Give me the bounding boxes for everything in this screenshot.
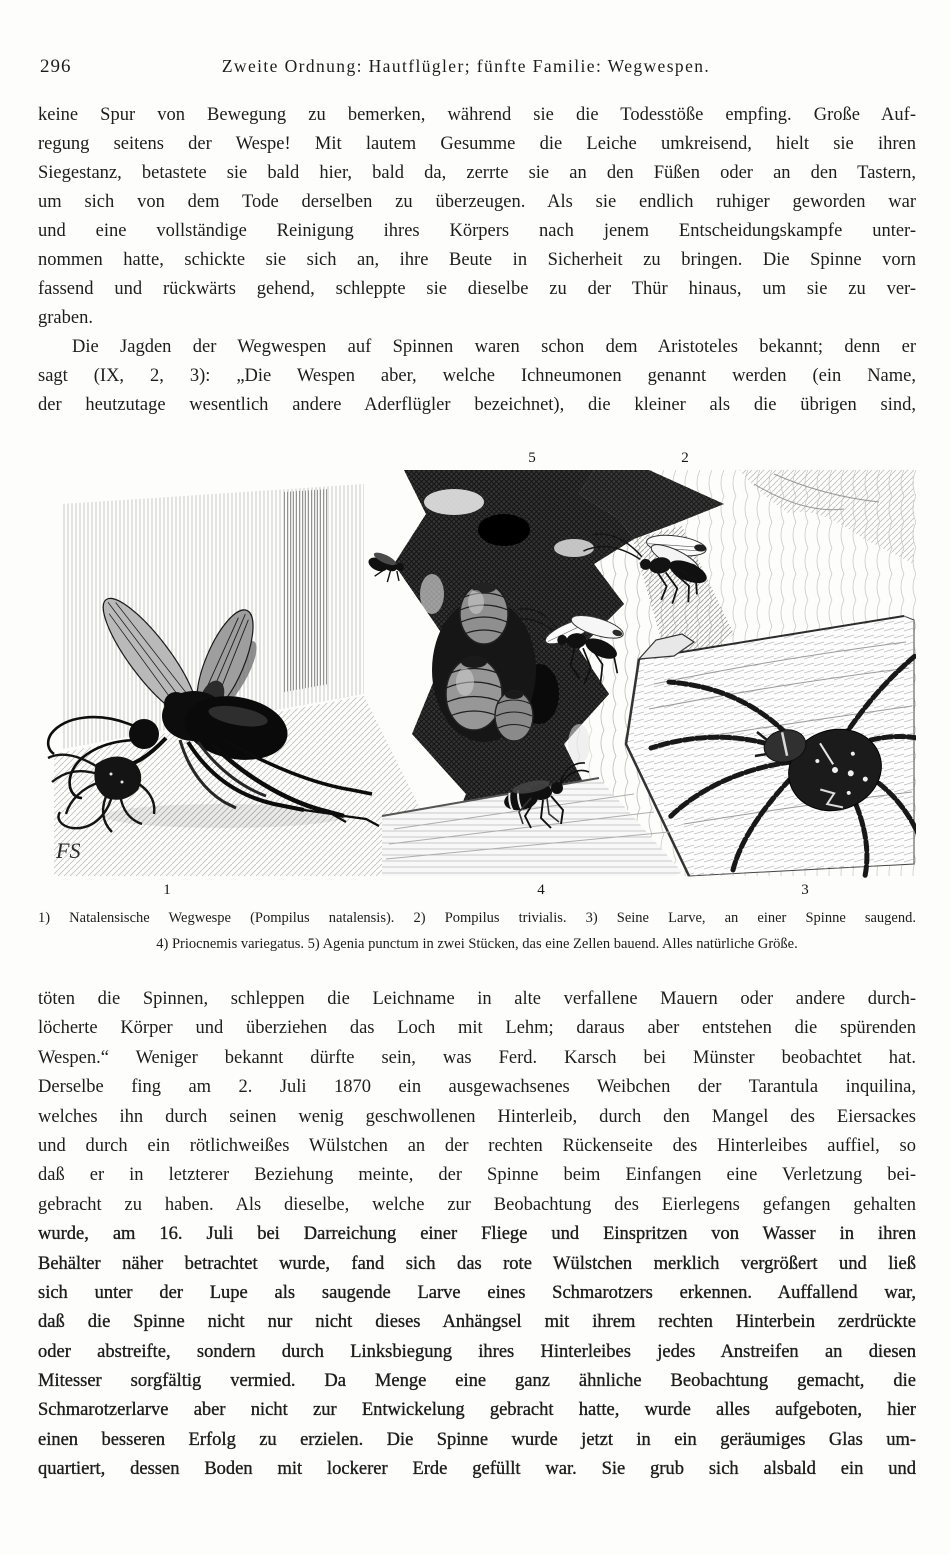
lower-text-block [38, 985, 916, 1485]
engraving-figure [34, 444, 916, 902]
page-number: 296 [40, 56, 72, 77]
text-line: Behälter näher betrachtet wurde, fand sich das rote Wülstchen merklich vergrößert und ließ [38, 1253, 916, 1274]
text-line: daß er in letzterer Beziehung meinte, der Spinne beim Einfangen eine Verletzung bei- [38, 1165, 916, 1186]
text-line: der heutzutage wesentlich andere Aderflügler bezeichnet), die kleiner als die übrigen sind, [38, 395, 916, 415]
artist-monogram: FS [56, 838, 81, 863]
text-line: oder abstreifte, sondern durch Linksbiegung ihres Hinterleibes jedes Anstreifen an diesen [38, 1341, 916, 1362]
text-line: sich unter der Lupe als saugende Larve eines Schmarotzers erkennen. Auffallend war, [38, 1282, 916, 1303]
figure-label-4: 4 [537, 882, 545, 898]
text-line: sagt (IX, 2, 3): „Die Wespen aber, welche Ichneumonen genannt werden (ein Name, [38, 366, 916, 386]
text-line: Derselbe fing am 2. Juli 1870 ein ausgewachsenes Weibchen der Tarantula inquilina, [38, 1077, 916, 1098]
wasp-1-head [129, 719, 159, 749]
caption-line: 1) Natalensische Wegwespe (Pompilus natalensis). 2) Pompilus trivialis. 3) Seine Larve, an einer Spinne saugend. [38, 910, 916, 926]
text-line: einen besseren Erfolg zu erzielen. Die Spinne wurde jetzt in ein geräumiges Glas um- [38, 1429, 916, 1450]
text-line: Mitesser sorgfältig vermied. Da Menge eine ganz ähnliche Beobachtung gemacht, die [38, 1371, 916, 1392]
text-line: Die Jagden der Wegwespen auf Spinnen waren schon dem Aristoteles bekannt; denn er [72, 337, 916, 357]
figure-label-5: 5 [528, 450, 536, 466]
text-line: nommen hatte, schickte sie sich an, ihre Beute in Sicherheit zu bringen. Die Spinne vorn [38, 250, 916, 270]
figure-label-2: 2 [681, 450, 689, 466]
text-line: gebracht zu haben. Als dieselbe, welche zur Beobachtung des Eierlegens gefangen gehalten [38, 1194, 916, 1215]
text-line: und durch ein rötlichweißes Wülstchen an der rechten Rückenseite des Hinterleibes auffiel, so [38, 1135, 916, 1156]
figure-caption [38, 905, 916, 957]
text-line: Siegestanz, betastete sie bald hier, bald da, zerrte sie an den Füßen oder an den Tastern, [38, 163, 916, 183]
engraving-svg [34, 444, 916, 902]
text-line: Wespen.“ Weniger bekannt dürfte sein, was Ferd. Karsch bei Münster beobachtet hat. [38, 1047, 916, 1068]
text-line: und eine vollständige Reinigung ihres Körpers nach jenem Entscheidungskampfe unter- [38, 221, 916, 241]
page-header [38, 54, 916, 82]
text-line: löcherte Körper und überziehen das Loch mit Lehm; daraus aber entstehen die spürenden [38, 1018, 916, 1039]
upper-text-block [38, 101, 916, 420]
text-line: um sich von dem Tode derselben zu überzeugen. Als sie endlich ruhiger geworden war [38, 192, 916, 212]
running-title: Zweite Ordnung: Hautflügler; fünfte Familie: Wegwespen. [221, 56, 711, 76]
caption-line: 4) Priocnemis variegatus. 5) Agenia punctum in zwei Stücken, das eine Zellen bauend. Alles natürliche Größe. [156, 936, 798, 952]
figure-label-1: 1 [163, 882, 171, 898]
text-line: welches ihn durch seinen wenig geschwollenen Hinterleib, durch den Mangel des Eiersackes [38, 1106, 916, 1127]
text-line: graben. [38, 308, 93, 328]
text-line: wurde, am 16. Juli bei Darreichung einer Fliege und Einspritzen von Wasser in ihren [38, 1224, 916, 1245]
text-line: fassend und rückwärts gehend, schleppte sie dieselbe zu der Thür hinaus, um sie zu ver- [38, 279, 916, 299]
text-line: Schmarotzerlarve aber nicht zur Entwickelung gebracht hatte, wurde alles aufgeboten, hier [38, 1400, 916, 1421]
text-line: keine Spur von Bewegung zu bemerken, während sie die Todesstöße empfing. Große Auf- [38, 105, 916, 125]
text-line: regung seitens der Wespe! Mit lautem Gesumme die Leiche umkreisend, hielt sie ihren [38, 134, 916, 154]
text-line: daß die Spinne nicht nur nicht dieses Anhängsel mit ihrem rechten Hinterbein zerdrückte [38, 1312, 916, 1333]
text-line: quartiert, dessen Boden mit lockerer Erde gefüllt war. Sie grub sich alsbald ein und [38, 1459, 916, 1480]
text-line: töten die Spinnen, schleppen die Leichname in alte verfallene Mauern oder andere durch- [38, 989, 916, 1009]
figure-label-3: 3 [801, 882, 809, 898]
